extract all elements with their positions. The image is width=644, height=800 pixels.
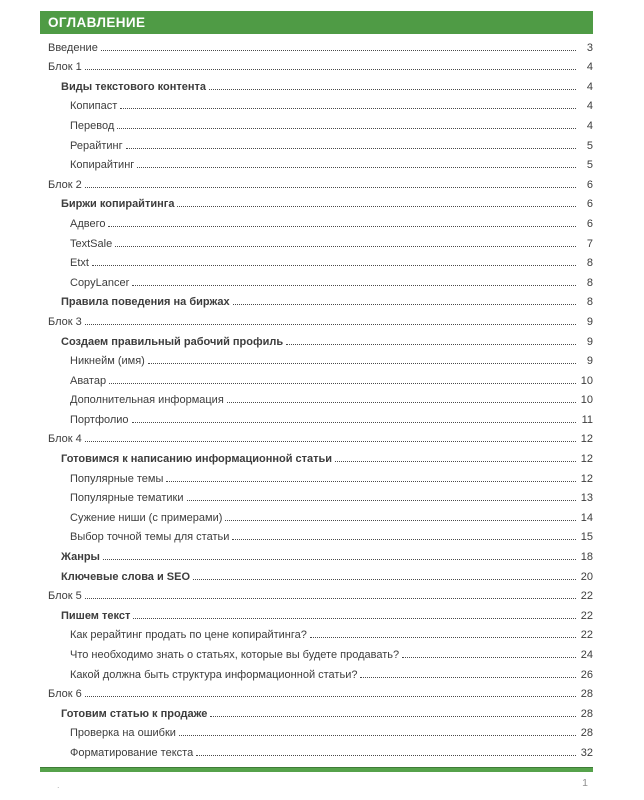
dot-leader [115, 246, 576, 247]
toc-entry[interactable] [40, 702, 593, 722]
toc-entry-label: Популярные темы [70, 472, 164, 485]
toc-entry-page: 12 [580, 453, 593, 466]
toc-entry[interactable] [40, 310, 593, 330]
toc-entry-page: 8 [586, 296, 593, 309]
toc-entry-label: Блок 1 [48, 61, 82, 74]
toc-entry[interactable] [40, 369, 593, 389]
toc-entry[interactable] [40, 154, 593, 174]
toc-entry[interactable] [40, 506, 593, 526]
toc-title: ОГЛАВЛЕНИЕ [48, 15, 146, 30]
dot-leader [101, 50, 576, 51]
toc-entry-page: 10 [580, 374, 593, 387]
toc-entry-label: Выбор точной темы для статьи [70, 531, 230, 544]
toc-entry[interactable] [40, 585, 593, 605]
toc-entry[interactable] [40, 663, 593, 683]
toc-entry-label: Готовимся к написанию информационной статьи [61, 453, 333, 466]
toc-entry[interactable] [40, 741, 593, 761]
toc-entry-page: 4 [586, 61, 593, 74]
toc-entry-label: Популярные тематики [70, 492, 184, 505]
footer-divider [40, 767, 593, 772]
toc-entry-page: 26 [580, 668, 593, 681]
toc-entry-label: Какой должна быть структура информационной статьи? [70, 668, 358, 681]
toc-entry[interactable] [40, 114, 593, 134]
dot-leader [132, 422, 576, 423]
toc-entry-label: Проверка на ошибки [70, 727, 176, 740]
dot-leader [126, 148, 576, 149]
toc-entry-page: 10 [580, 394, 593, 407]
toc-entry-page: 4 [586, 119, 593, 132]
toc-entry-label: CopyLancer [70, 276, 130, 289]
toc-entry[interactable] [40, 389, 593, 409]
toc-entry[interactable] [40, 624, 593, 644]
dot-leader [85, 324, 576, 325]
toc-entry-label: Аватар [70, 374, 107, 387]
toc-entry-label: Сужение ниши (с примерами) [70, 511, 223, 524]
toc-entry-label: Введение [48, 41, 98, 54]
dot-leader [108, 226, 576, 227]
toc-entry-page: 28 [580, 727, 593, 740]
toc-entry-label: Ключевые слова и SEO [61, 570, 191, 583]
dot-leader [227, 402, 576, 403]
toc-entry[interactable] [40, 134, 593, 154]
dot-leader [103, 559, 576, 560]
toc-entry-page: 12 [580, 472, 593, 485]
toc-entry-page: 28 [580, 707, 593, 720]
toc-entry[interactable] [40, 212, 593, 232]
toc-entry-page: 15 [580, 531, 593, 544]
dot-leader [85, 598, 576, 599]
toc-entry-label: Биржи копирайтинга [61, 198, 175, 211]
toc-entry-label: Правила поведения на биржах [61, 296, 230, 309]
toc-entry[interactable] [40, 408, 593, 428]
toc-entry[interactable] [40, 565, 593, 585]
toc-entry-page: 11 [581, 413, 593, 426]
toc-entry[interactable] [40, 95, 593, 115]
toc-entry-page: 3 [586, 41, 593, 54]
toc-entry-page: 9 [586, 355, 593, 368]
toc-entry-label: Блок 4 [48, 433, 82, 446]
dot-leader [233, 304, 576, 305]
toc-entry[interactable] [40, 683, 593, 703]
toc-entry-label: Перевод [70, 119, 115, 132]
toc-entry-page: 20 [580, 570, 593, 583]
toc-entry[interactable] [40, 271, 593, 291]
toc-entry-page: 6 [586, 198, 593, 211]
toc-entry[interactable] [40, 291, 593, 311]
toc-entry-label: Рерайтинг [70, 139, 123, 152]
toc-entry-label: Портфолио [70, 413, 129, 426]
toc-entry-page: 22 [580, 590, 593, 603]
toc-entry-label: Адвего [70, 217, 106, 230]
toc-entry-label: Блок 2 [48, 178, 82, 191]
toc-entry-page: 6 [586, 217, 593, 230]
toc-entry-label: Как рерайтинг продать по цене копирайтинга? [70, 629, 307, 642]
footer-mark: . [57, 780, 60, 790]
toc-entry[interactable] [40, 545, 593, 565]
toc-entry-page: 5 [586, 139, 593, 152]
toc-entry[interactable] [40, 75, 593, 95]
toc-entry[interactable] [40, 467, 593, 487]
toc-entry-label: Что необходимо знать о статьях, которые вы будете продавать? [70, 649, 400, 661]
dot-leader [193, 579, 576, 580]
toc-entry-label: Дополнительная информация [70, 394, 224, 407]
toc-entry[interactable] [40, 193, 593, 213]
toc-entry[interactable] [40, 56, 593, 76]
toc-entry-page: 32 [580, 746, 593, 759]
dot-leader [85, 187, 576, 188]
toc-entry-page: 24 [580, 649, 593, 661]
dot-leader [85, 441, 576, 442]
toc-entry-label: TextSale [70, 237, 113, 250]
dot-leader [166, 481, 576, 482]
toc-title-bar [40, 11, 593, 34]
dot-leader [137, 167, 576, 168]
dot-leader [148, 363, 576, 364]
toc-entry-page: 8 [586, 276, 593, 289]
dot-leader [402, 657, 576, 658]
dot-leader [133, 618, 576, 619]
dot-leader [109, 383, 576, 384]
toc-entry-page: 12 [580, 433, 593, 446]
toc-entry-page: 13 [580, 492, 593, 505]
toc-entry[interactable] [40, 350, 593, 370]
toc-entry-label: Виды текстового контента [61, 80, 207, 93]
page-number: 1 [582, 777, 588, 789]
toc-entry-page: 18 [580, 551, 593, 564]
toc-entry[interactable] [40, 643, 593, 663]
dot-leader [117, 128, 576, 129]
toc-entry[interactable] [40, 173, 593, 193]
dot-leader [179, 735, 576, 736]
toc-entry-label: Пишем текст [61, 609, 131, 622]
toc-entry-label: Форматирование текста [70, 746, 194, 759]
dot-leader [286, 344, 576, 345]
toc-entry[interactable] [40, 252, 593, 272]
dot-leader [187, 500, 577, 501]
dot-leader [92, 265, 576, 266]
dot-leader [335, 461, 576, 462]
toc-entry-label: Жанры [61, 551, 100, 564]
toc-entry-page: 5 [586, 159, 593, 172]
toc-entry[interactable] [40, 330, 593, 350]
dot-leader [310, 637, 576, 638]
toc-entry-label: Etxt [70, 257, 89, 270]
dot-leader [132, 285, 576, 286]
dot-leader [85, 69, 576, 70]
dot-leader [210, 716, 576, 717]
toc-entry[interactable] [40, 526, 593, 546]
toc-entry-label: Копирайтинг [70, 159, 135, 172]
toc-entry-label: Никнейм (имя) [70, 355, 145, 368]
toc-entry-label: Создаем правильный рабочий профиль [61, 335, 284, 348]
toc-entry-page: 4 [586, 100, 593, 113]
toc-entry-page: 22 [580, 629, 593, 642]
toc-entry-page: 6 [586, 178, 593, 191]
toc-entry[interactable] [40, 487, 593, 507]
toc-entry[interactable] [40, 604, 593, 624]
toc-entry-label: Копипаст [70, 100, 118, 113]
toc-entry[interactable] [40, 447, 593, 467]
toc-entry-page: 8 [586, 257, 593, 270]
toc-entry-page: 28 [580, 688, 593, 701]
toc-entry[interactable] [40, 232, 593, 252]
toc-entry[interactable] [40, 36, 593, 56]
dot-leader [232, 539, 576, 540]
toc-entry[interactable] [40, 722, 593, 742]
toc-entry-page: 9 [586, 335, 593, 348]
toc-entry-page: 7 [586, 237, 593, 250]
dot-leader [196, 755, 576, 756]
toc-entry-label: Готовим статью к продаже [61, 707, 208, 720]
toc-list [40, 36, 593, 761]
toc-entry-page: 14 [580, 511, 593, 524]
dot-leader [209, 89, 576, 90]
toc-entry-page: 9 [586, 315, 593, 328]
toc-entry[interactable] [40, 428, 593, 448]
toc-entry-label: Блок 5 [48, 590, 82, 603]
dot-leader [225, 520, 576, 521]
dot-leader [177, 206, 576, 207]
toc-entry-label: Блок 3 [48, 315, 82, 328]
toc-entry-page: 4 [586, 80, 593, 93]
dot-leader [360, 677, 576, 678]
dot-leader [120, 108, 576, 109]
dot-leader [85, 696, 576, 697]
toc-entry-label: Блок 6 [48, 688, 82, 701]
toc-entry-page: 22 [580, 609, 593, 622]
